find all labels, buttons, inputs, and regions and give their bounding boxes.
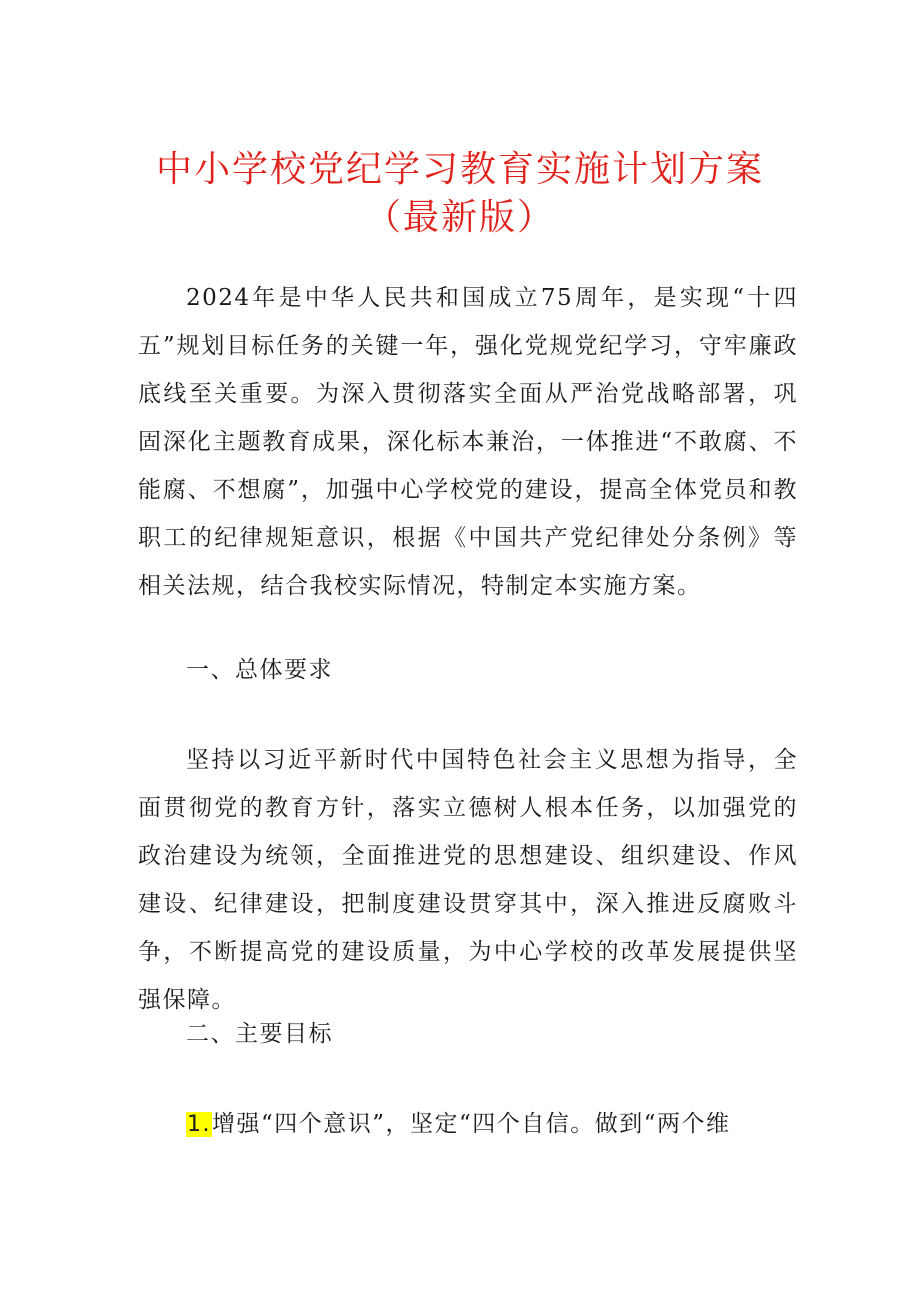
- goal-1-text: 增强“四个意识”，坚定“四个自信。做到“两个维: [212, 1111, 731, 1137]
- goal-number-highlight: 1.: [187, 1112, 211, 1137]
- general-requirements-paragraph: 坚持以习近平新时代中国特色社会主义思想为指导，全面贯彻党的教育方针，落实立德树人根本任务，以加强党的政治建设为统领，全面推进党的思想建设、组织建设、作风建设、纪律建设，把制度建设贯穿其中，深入推进反腐败斗争，不断提高党的建设质量，为中心学校的改革发展提供坚强保障。: [138, 747, 798, 1013]
- goal-item-1: [138, 1100, 798, 1149]
- intro-paragraph: 2024年是中华人民共和国成立75周年，是实现“十四五”规划目标任务的关键一年，强化党规党纪学习，守牢廉政底线至关重要。为深入贯彻落实全面从严治党战略部署，巩固深化主题教育成果，深化标本兼治，一体推进“不敢腐、不能腐、不想腐”，加强中心学校党的建设，提高全体党员和教职工的纪律规矩意识，根据《中国共产党纪律处分条例》等相关法规，结合我校实际情况，特制定本实施方案。: [138, 285, 798, 599]
- document-title: 中小学校党纪学习教育实施计划方案: [155, 149, 764, 190]
- section-heading-general: 一、总体要求: [186, 657, 333, 683]
- section-heading-goals: 二、主要目标: [186, 1021, 333, 1047]
- document-subtitle: （最新版）: [364, 197, 555, 238]
